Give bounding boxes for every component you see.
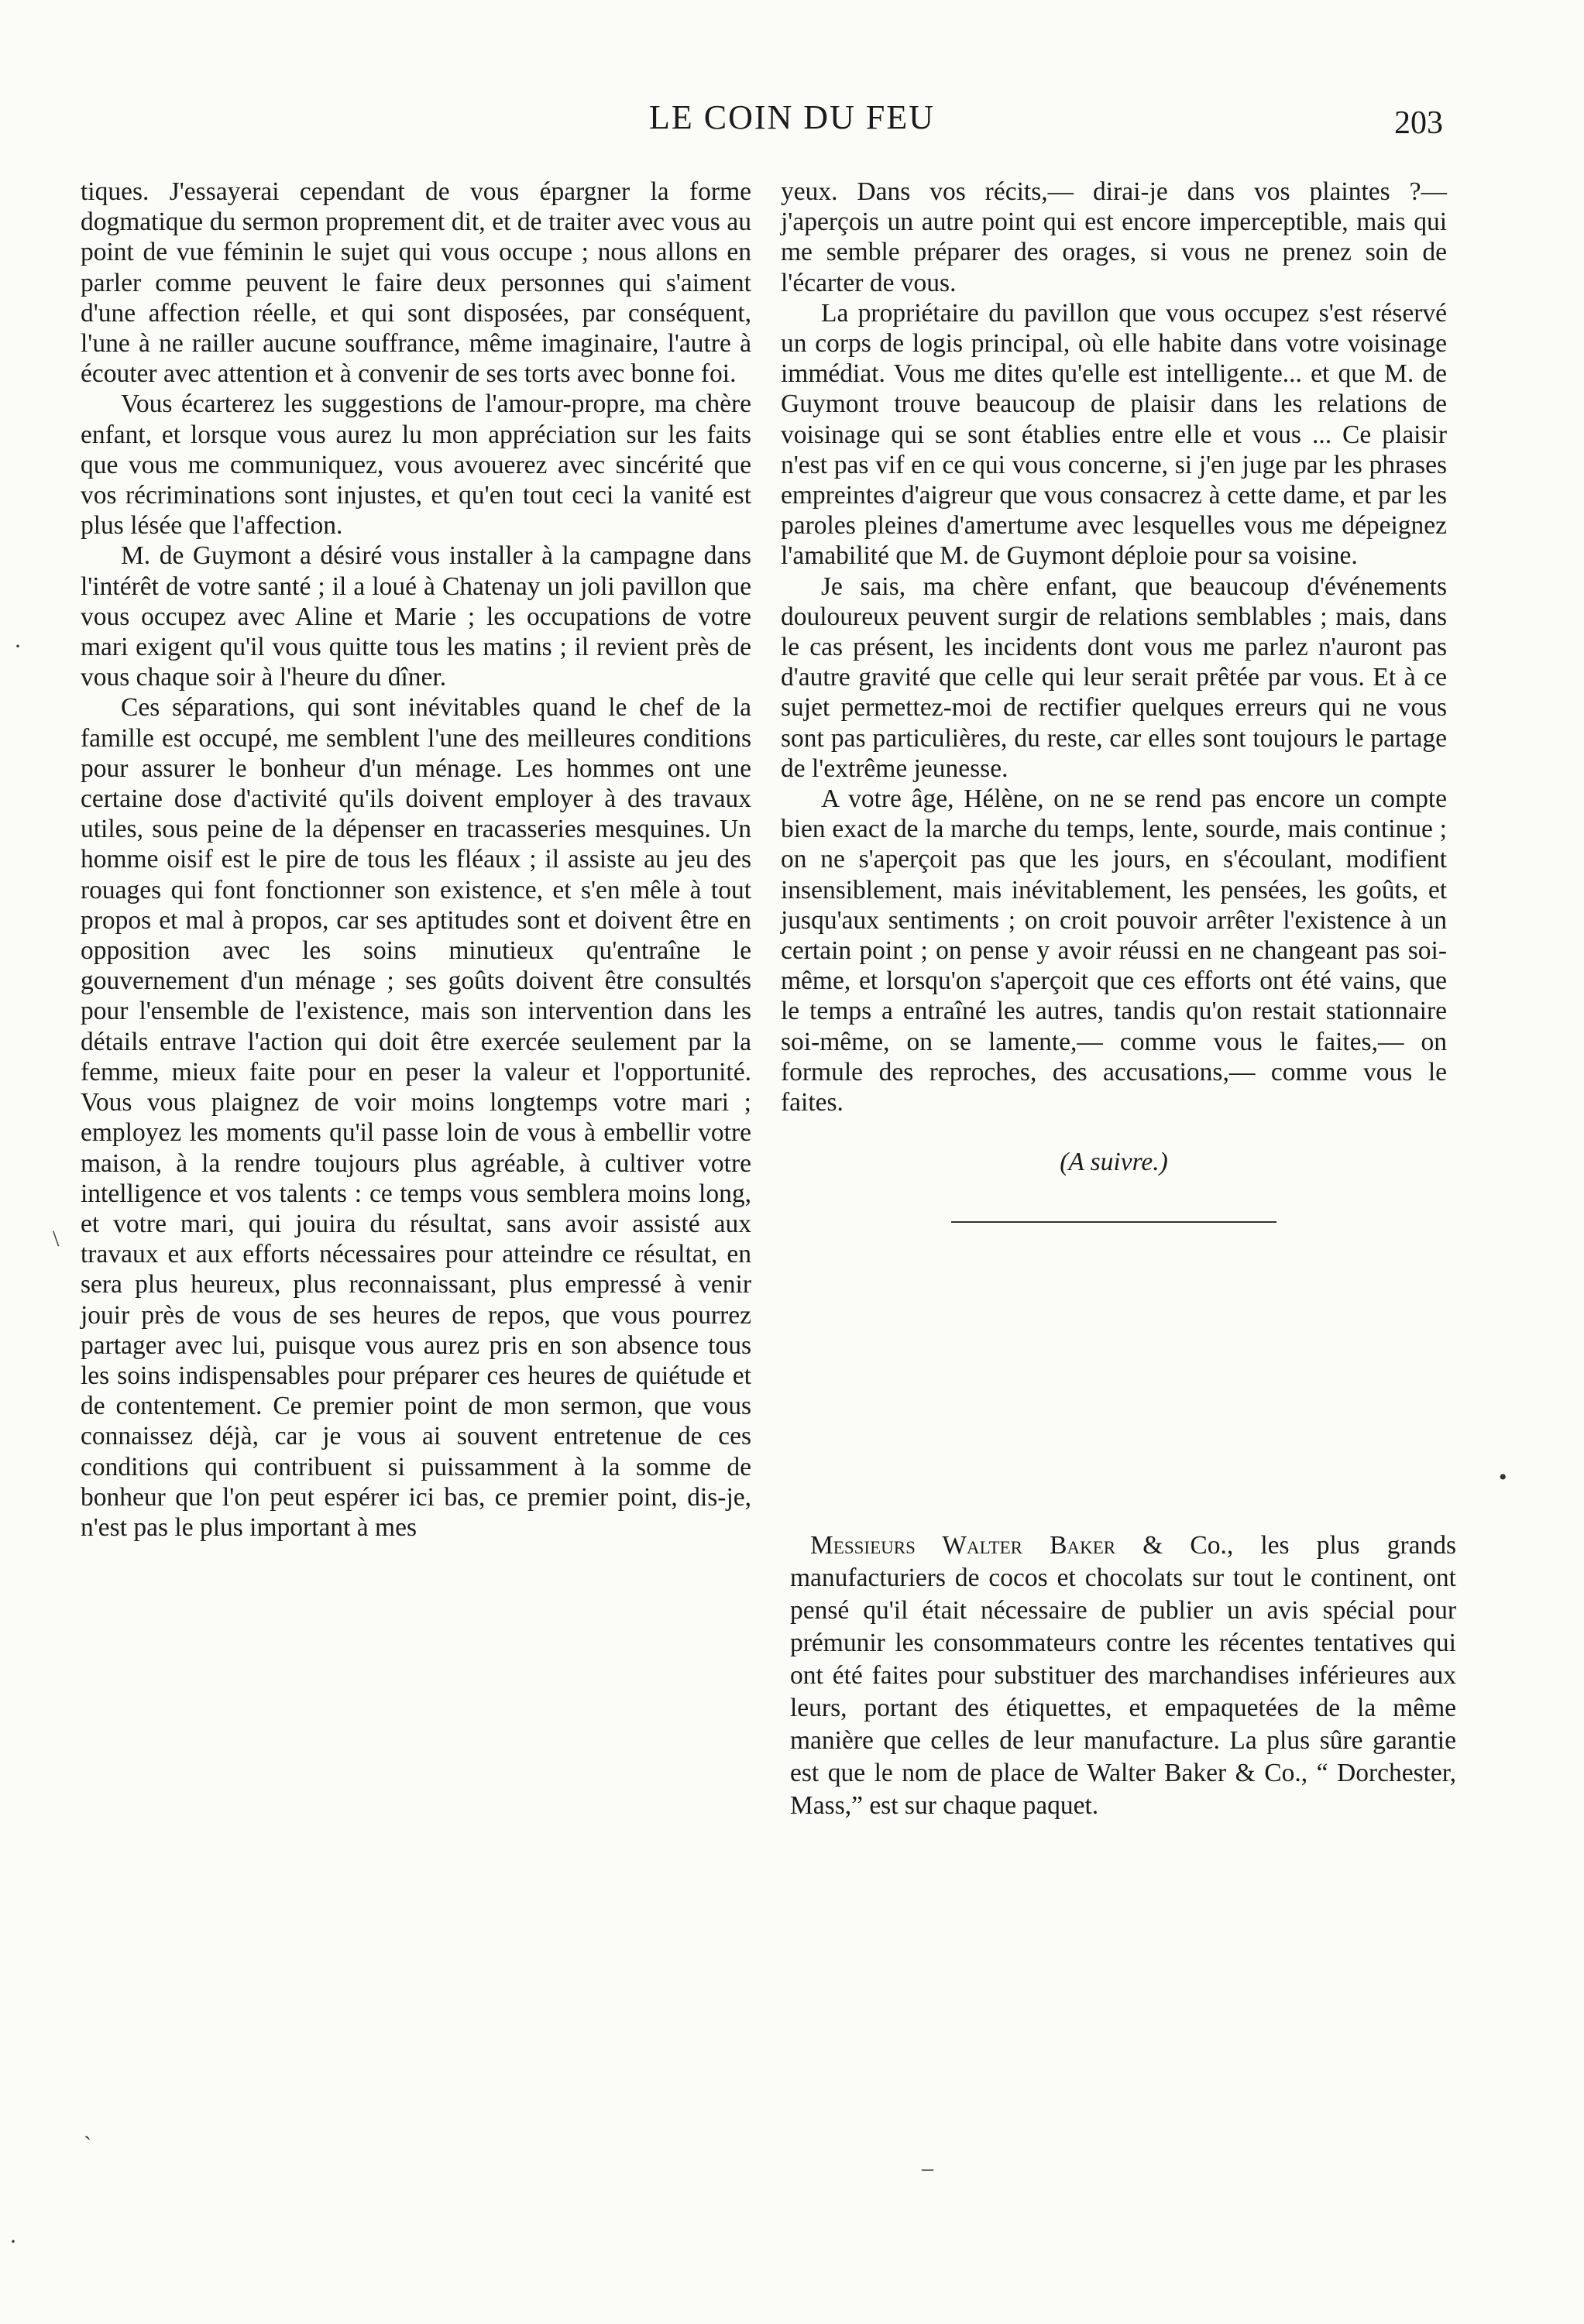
advertisement-lead: Messieurs Walter Baker: [810, 1531, 1116, 1560]
paragraph: La propriétaire du pavillon que vous occupez s'est réservé un corps de logis principal, où elle habite dans votre voisinage immédiat. Vous me dites qu'elle est intelligente... et que M. de Guymont trouve beaucoup de plaisir dans les relations de voisinage qui se sont établies entre elle et vous ... Ce plaisir n'est pas vif en ce qui vous concerne, si j'en juge par les phrases empreintes d'aigreur que vous consacrez à cette dame, et par les paroles pleines d'amertume avec lesquelles vous me dépeignez l'amabilité que M. de Guymont déploie pour sa voisine.: [781, 298, 1447, 571]
print-speck-icon: ·: [9, 2229, 17, 2254]
left-column: [81, 177, 751, 1543]
running-header-title: LE COIN DU FEU: [649, 98, 935, 136]
print-speck-icon: ˋ: [84, 2132, 91, 2158]
print-speck-icon: ·: [14, 633, 22, 659]
print-speck-icon: •: [1499, 1464, 1507, 1490]
paragraph: M. de Guymont a désiré vous installer à la campagne dans l'intérêt de votre santé ; il a loué à Chatenay un joli pavillon que vous occupez avec Aline et Marie ; les occupations de votre mari exigent qu'il vous quitte tous les matins ; il revient près de vous chaque soir à l'heure du dîner.: [81, 541, 751, 692]
advertisement-body: & Co., les plus grands manufacturiers de cocos et chocolats sur tout le continent, ont pensé qu'il était nécessaire de publier un avis spécial pour prémunir les consommateurs contre les récentes tentatives qui ont été faites pour substituer des marchandises inférieures aux leurs, portant des étiquettes, et empaquetées de la même manière que celles de leur manufacture. La plus sûre garantie est que le nom de place de Walter Baker & Co., “ Dorchester, Mass,” est sur chaque paquet.: [790, 1531, 1457, 1820]
paragraph: Je sais, ma chère enfant, que beaucoup d'événements douloureux peuvent surgir de relations semblables ; mais, dans le cas présent, les incidents dont vous me parlez n'auront pas d'autre gravité que celle qui leur serait prêtée par vous. Et à ce sujet permettez-moi de rectifier quelques erreurs qui ne vous sont pas particulières, du reste, car elles sont toujours le partage de l'extrême jeunesse.: [781, 572, 1447, 783]
print-speck-icon: –: [922, 2155, 933, 2181]
paragraph: A votre âge, Hélène, on ne se rend pas encore un compte bien exact de la marche du temps, lente, sourde, mais continue ; on ne s'aperçoit pas que les jours, en s'écoulant, modifient insensiblement, mais inévitablement, les pensées, les goûts, et jusqu'aux sentiments ; on croit pouvoir arrêter l'existence à un certain point ; on pense y avoir réussi en ne changeant pas soi-même, et lorsqu'on s'aperçoit que ces efforts ont été vains, que le temps a entraîné les autres, tandis qu'on restait stationnaire soi-même, on se lamente,— comme vous le faites,— on formule des reproches, des accusations,— comme vous le faites.: [781, 784, 1447, 1117]
paragraph: Ces séparations, qui sont inévitables quand le chef de la famille est occupé, me semblent l'une des meilleures conditions pour assurer le bonheur d'un ménage. Les hommes ont une certaine dose d'activité qu'ils doivent employer à des travaux utiles, sous peine de la dépenser en tracasseries mesquines. Un homme oisif est le pire de tous les fléaux ; il assiste au jeu des rouages qui font fonctionner son existence, et s'en mêle à tout propos et mal à propos, car ses aptitudes sont et doivent être en opposition avec les soins minutieux qu'entraîne le gouvernement d'un ménage ; ses goûts doivent être consultés pour l'ensemble de l'existence, mais son intervention dans les détails entrave l'action qui doit être exercée seulement par la femme, mieux faite pour en peser la valeur et l'opportunité. Vous vous plaignez de voir moins longtemps votre mari ; employez les moments qu'il passe loin de vous à embellir votre maison, à la rendre toujours plus agréable, à cultiver votre intelligence et vos talents : ce temps vous semblera moins long, et votre mari, qui jouira du résultat, sans avoir assisté aux travaux et aux efforts nécessaires pour atteindre ce résultat, en sera plus heureux, plus reconnaissant, plus empressé à venir jouir près de vous de ses heures de repos, que vous pourrez partager avec lui, puisque vous aurez pris en son absence tous les soins indispensables pour préparer ces heures de quiétude et de contentement. Ce premier point de mon sermon, que vous connaissez déjà, car je vous ai souvent entretenue de ces conditions qui contribuent si puissamment à la somme de bonheur que l'on peut espérer ici bas, ce premier point, dis-je, n'est pas le plus important à mes: [81, 693, 751, 1542]
paragraph: tiques. J'essayerai cependant de vous épargner la forme dogmatique du sermon proprement dit, et de traiter avec vous au point de vue féminin le sujet qui vous occupe ; nous allons en parler comme peuvent le faire deux personnes qui s'aiment d'une affection réelle, et qui sont disposées, par conséquent, l'une à ne railler aucune souffrance, même imaginaire, l'autre à écouter avec attention et à convenir de ses torts avec bonne foi.: [81, 177, 751, 389]
section-divider: [951, 1221, 1276, 1223]
advertisement-text: [790, 1529, 1456, 1822]
page-number: 203: [1394, 105, 1443, 141]
print-speck-icon: \: [53, 1226, 60, 1251]
continued-note: (A suivre.): [1060, 1148, 1168, 1177]
paragraph: yeux. Dans vos récits,— dirai-je dans vos plaintes ?— j'aperçois un autre point qui est encore imperceptible, mais qui me semble préparer des orages, si vous ne prenez soin de l'écarter de vous.: [781, 177, 1447, 297]
right-column: [781, 177, 1447, 1223]
advertisement: [790, 1529, 1456, 1822]
paragraph: Vous écarterez les suggestions de l'amour-propre, ma chère enfant, et lorsque vous aurez lu mon appréciation sur les faits que vous me communiquez, vous avouerez avec sincérité que vos récriminations sont injustes, et qu'en tout ceci la vanité est plus lésée que l'affection.: [81, 390, 751, 541]
